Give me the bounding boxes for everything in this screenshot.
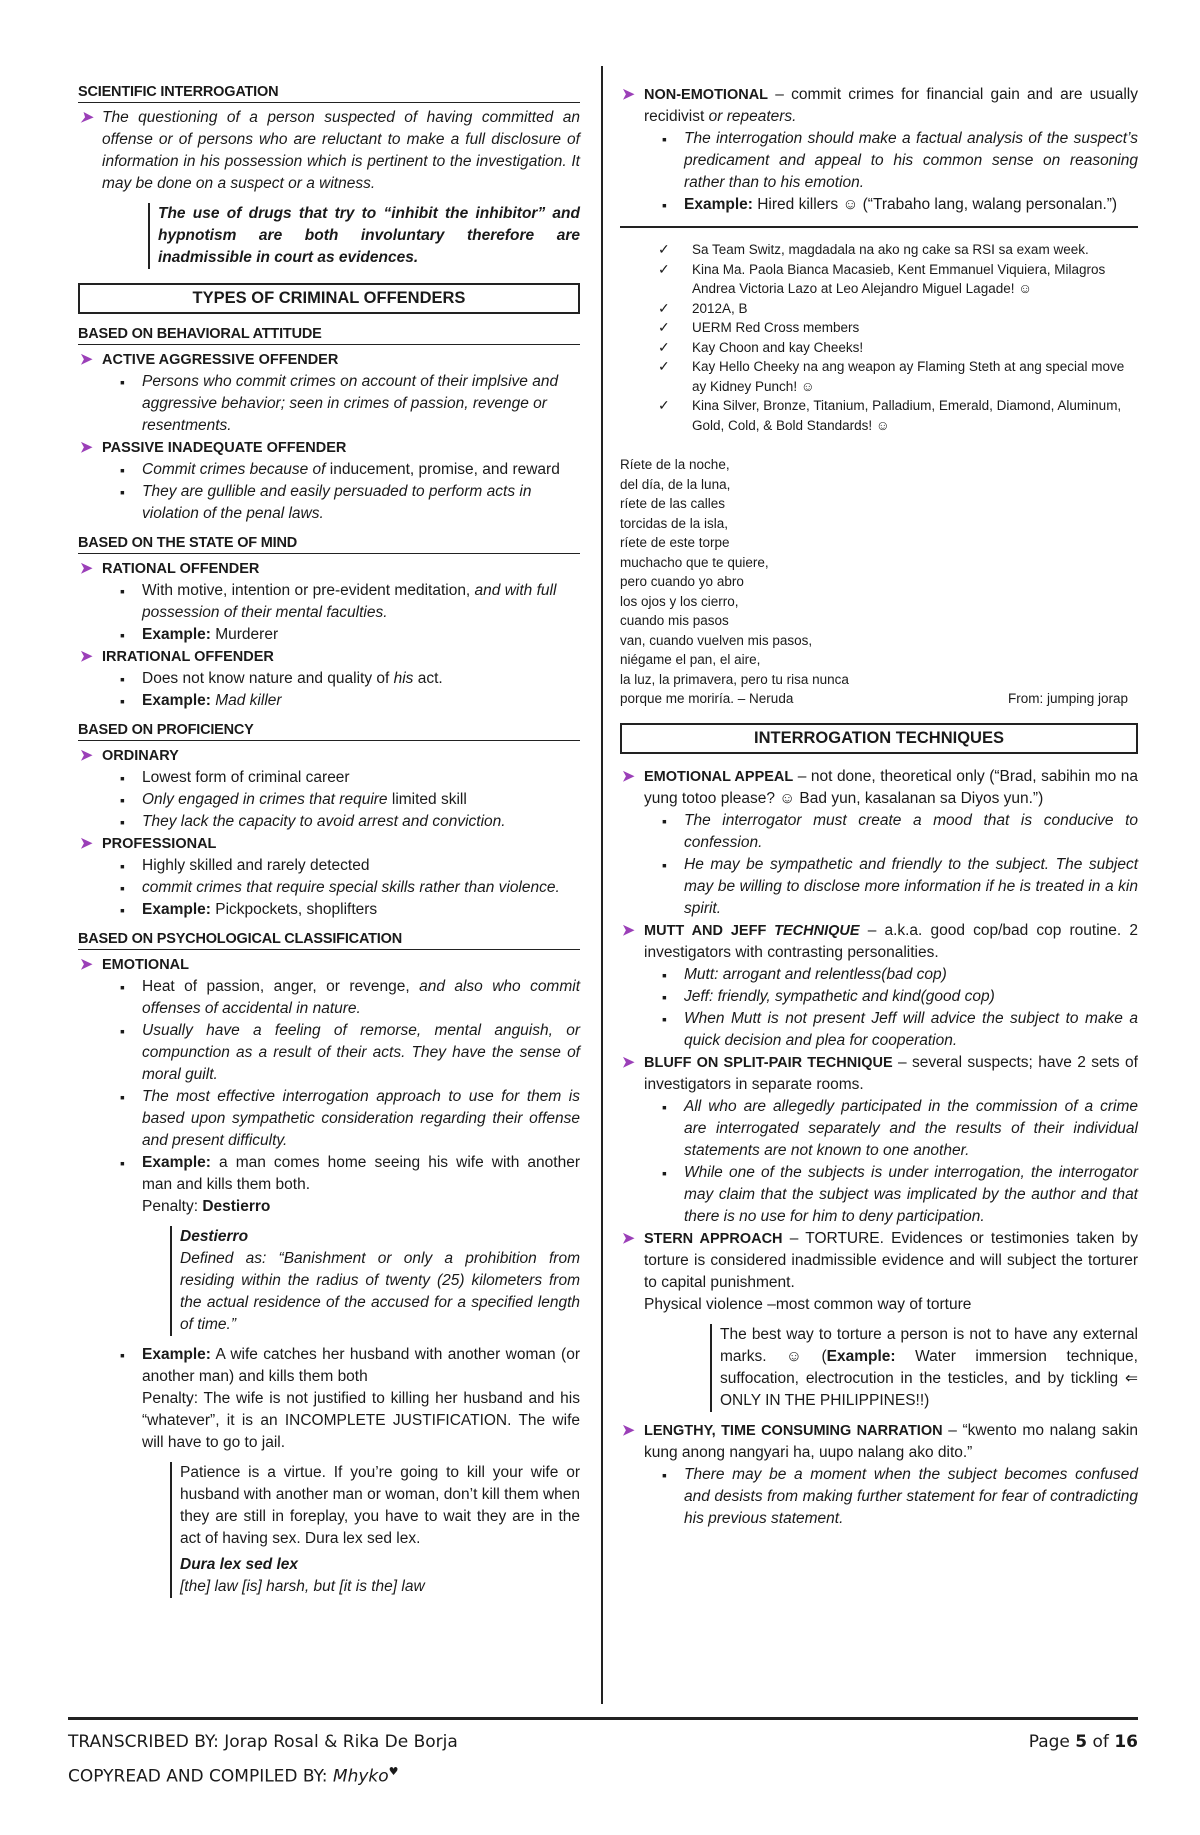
subheading-irrational: ➤ IRRATIONAL OFFENDER: [78, 646, 580, 668]
section-heading-proficiency: BASED ON PROFICIENCY: [78, 722, 580, 741]
list-item: ✓ Kay Choon and kay Cheeks!: [692, 338, 1138, 358]
poem-line: ríete de este torpe: [620, 535, 730, 550]
arrow-bullet-icon: ➤: [80, 109, 93, 126]
list-item: ✓ Kay Hello Cheeky na ang weapon ay Flaming Steth at ang special move ay Kidney Punch! ☺: [692, 357, 1138, 396]
poem-line: del día, de la luna,: [620, 476, 731, 492]
section-heading-behavioral: BASED ON BEHAVIORAL ATTITUDE: [78, 326, 580, 345]
list-item: ▪ commit crimes that require special skills rather than violence.: [142, 877, 580, 899]
section-heading-state-of-mind: BASED ON THE STATE OF MIND: [78, 535, 580, 554]
list-item: ▪ Highly skilled and rarely detected: [142, 855, 580, 877]
list-item: ▪ Mutt: arrogant and relentless(bad cop): [684, 964, 1138, 986]
drugs-note: The use of drugs that try to “inhibit the inhibitor” and hypnotism are both involuntary therefore are inadmissible in court as evidences.: [148, 203, 580, 269]
list-item: ▪ With motive, intention or pre-evident meditation, and with full possession of their mental faculties.: [142, 580, 580, 624]
mutt-and-jeff-entry: ➤ MUTT AND JEFF TECHNIQUE – a.k.a. good cop/bad cop routine. 2 investigators with contrasting personalities.: [622, 921, 1138, 961]
subheading-rational: ➤ RATIONAL OFFENDER: [78, 558, 580, 580]
list-item: ✓ UERM Red Cross members: [692, 318, 1138, 338]
list-item: ▪ Lowest form of criminal career: [142, 767, 580, 789]
subheading-ordinary: ➤ ORDINARY: [78, 745, 580, 767]
right-column: [620, 84, 1138, 1530]
stern-approach-entry: ➤ STERN APPROACH – TORTURE. Evidences or testimonies taken by torture is considered inadmissible evidence and will subject the torturer to capital punishment. Physical violence –most common way of torture: [622, 1229, 1138, 1313]
subheading-active-aggressive: ➤ ACTIVE AGGRESSIVE OFFENDER: [78, 349, 580, 371]
box-heading-interrogation-techniques: INTERROGATION TECHNIQUES: [620, 723, 1138, 754]
bluff-split-pair-entry: ➤ BLUFF ON SPLIT-PAIR TECHNIQUE – several suspects; have 2 sets of investigators in separate rooms.: [622, 1053, 1138, 1093]
heart-icon: ♥: [388, 1765, 399, 1778]
page-footer: [68, 1717, 1138, 1792]
page-number: Page 5 of 16: [1028, 1732, 1138, 1752]
section-rule: [620, 226, 1138, 228]
arrow-bullet-icon: ➤: [622, 86, 635, 103]
section-heading-psychological: BASED ON PSYCHOLOGICAL CLASSIFICATION: [78, 931, 580, 950]
neruda-poem: [620, 455, 1138, 709]
poem-line: ríete de las calles: [620, 496, 726, 511]
poem-last-line: porque me moriría. – Neruda From: jumping jorap: [620, 689, 1138, 709]
list-item: ✓ 2012A, B: [692, 299, 1138, 319]
poem-line: los ojos y los cierro,: [620, 593, 739, 609]
list-item: ▪ Usually have a feeling of remorse, mental anguish, or compunction as a result of their acts. They have the sense of moral guilt.: [142, 1020, 580, 1086]
box-heading-types-of-criminal-offenders: TYPES OF CRIMINAL OFFENDERS: [78, 283, 580, 314]
list-item: ▪ Jeff: friendly, sympathetic and kind(good cop): [684, 986, 1138, 1008]
list-item: ▪ Example: Pickpockets, shoplifters: [142, 899, 580, 921]
list-item: ▪ All who are allegedly participated in the commission of a crime are interrogated separately and the results of their individual statements are not known to one another.: [684, 1096, 1138, 1162]
poem-line: torcidas de la isla,: [620, 515, 729, 531]
list-item: ▪ Heat of passion, anger, or revenge, and also who commit offenses of accidental in nature.: [142, 976, 580, 1020]
torture-note: The best way to torture a person is not to have any external marks. ☺ (Example: Water immersion technique, suffocation, electrocution in the testicles, and by tickling ⇐ ONLY IN THE PHILIPPINES!!): [710, 1324, 1138, 1412]
transcribed-by: TRANSCRIBED BY: Jorap Rosal & Rika De Borja: [68, 1732, 458, 1752]
lengthy-narration-entry: ➤ LENGTHY, TIME CONSUMING NARRATION – “kwento mo nalang sakin kung anong nangyari ha, uupo nalang ako dito.”: [622, 1421, 1138, 1461]
arrow-bullet-icon: ➤: [80, 560, 93, 577]
list-item: ▪ Only engaged in crimes that require limited skill: [142, 789, 580, 811]
non-emotional-entry: ➤ NON-EMOTIONAL – commit crimes for financial gain and are usually recidivist or repeaters.: [622, 86, 1138, 125]
list-item: ▪ While one of the subjects is under interrogation, the interrogator may claim that the subject was implicated by the author and that there is no use for him to deny participation.: [684, 1162, 1138, 1228]
arrow-bullet-icon: ➤: [80, 648, 93, 665]
list-item: ▪ Example: A wife catches her husband with another woman (or another man) and kills them both Penalty: The wife is not justified to killing her husband and his “whatever”, it is an INCOMPLETE JUSTIFICATION. The wife will have to go to jail.: [142, 1344, 580, 1454]
poem-line: van, cuando vuelven mis pasos,: [620, 632, 813, 648]
poem-line: pero cuando yo abro: [620, 574, 744, 589]
list-item: ▪ Example: a man comes home seeing his wife with another man and kills them both. Penalty: Destierro: [142, 1152, 580, 1218]
list-item: ▪ He may be sympathetic and friendly to the subject. The subject may be willing to disclose more information if he is treated in a kin spirit.: [684, 854, 1138, 920]
poem-line: la luz, la primavera, pero tu risa nunca: [620, 671, 849, 687]
arrow-bullet-icon: ➤: [80, 747, 93, 764]
list-item: ▪ Persons who commit crimes on account of their implsive and aggressive behavior; seen in crimes of passion, revenge or resentments.: [142, 371, 580, 437]
arrow-bullet-icon: ➤: [622, 1229, 635, 1247]
list-item: ▪ They are gullible and easily persuaded to perform acts in violation of the penal laws.: [142, 481, 580, 525]
arrow-bullet-icon: ➤: [622, 767, 635, 785]
list-item: ✓ Kina Ma. Paola Bianca Macasieb, Kent Emmanuel Viquiera, Milagros Andrea Victoria Lazo at Leo Alejandro Miguel Lagade! ☺: [692, 260, 1138, 299]
arrow-bullet-icon: ➤: [80, 439, 93, 456]
poem-line: cuando mis pasos: [620, 613, 729, 628]
arrow-bullet-icon: ➤: [622, 921, 635, 939]
poem-line: niégame el pan, el aire,: [620, 652, 761, 667]
poem-credit: From: jumping jorap: [1007, 691, 1128, 706]
left-column: [78, 84, 580, 1606]
poem-line: muchacho que te quiere,: [620, 554, 769, 570]
copyread-by: COPYREAD AND COMPILED BY: Mhyko♥: [68, 1765, 399, 1787]
list-item: ▪ The interrogator must create a mood that is conducive to confession.: [684, 810, 1138, 854]
list-item: ✓ Kina Silver, Bronze, Titanium, Palladium, Emerald, Diamond, Aluminum, Gold, Cold, & Bold Standards! ☺: [692, 396, 1138, 435]
patience-note: Patience is a virtue. If you’re going to kill your wife or husband with another man or woman, don’t kill them when they are still in foreplay, you have to wait they are in the act of having sex. Dura lex sed lex. Dura lex sed lex [the] law [is] harsh, but [it is the] law: [170, 1462, 580, 1598]
scientific-interrogation-definition: ➤ The questioning of a person suspected of having committed an offense or of persons who are reluctant to make a full disclosure of information in his possession which is pertinent to the investigation. It may be done on a suspect or a witness.: [80, 109, 580, 192]
list-item: ▪ Commit crimes because of inducement, promise, and reward: [142, 459, 580, 481]
section-heading-scientific-interrogation: SCIENTIFIC INTERROGATION: [78, 84, 580, 103]
acknowledgement-checklist: [620, 240, 1138, 435]
list-item: ▪ They lack the capacity to avoid arrest and conviction.: [142, 811, 580, 833]
arrow-bullet-icon: ➤: [622, 1053, 635, 1071]
list-item: ▪ When Mutt is not present Jeff will advice the subject to make a quick decision and plea for cooperation.: [684, 1008, 1138, 1052]
emotional-appeal-entry: ➤ EMOTIONAL APPEAL – not done, theoretical only (“Brad, sabihin mo na yung totoo please? ☺ Bad yun, kasalanan sa Diyos yun.”): [622, 767, 1138, 807]
destierro-note: Destierro Defined as: “Banishment or only a prohibition from residing within the radius of twenty (25) kilometers from the actual residence of the accused for a specified length of time.”: [170, 1226, 580, 1336]
poem-line: Ríete de la noche,: [620, 457, 730, 472]
list-item: ▪ Example: Mad killer: [142, 690, 580, 712]
list-item: ▪ Does not know nature and quality of his act.: [142, 668, 580, 690]
list-item: ✓ Sa Team Switz, magdadala na ako ng cake sa RSI sa exam week.: [692, 240, 1138, 260]
arrow-bullet-icon: ➤: [80, 956, 93, 973]
subheading-passive-inadequate: ➤ PASSIVE INADEQUATE OFFENDER: [78, 437, 580, 459]
list-item: ▪ The interrogation should make a factual analysis of the suspect’s predicament and appeal to his common sense on reasoning rather than to his emotion.: [684, 128, 1138, 194]
arrow-bullet-icon: ➤: [80, 835, 93, 852]
list-item: ▪ There may be a moment when the subject becomes confused and desists from making further statement for fear of contradicting his previous statement.: [684, 1464, 1138, 1530]
list-item: ▪ The most effective interrogation approach to use for them is based upon sympathetic consideration regarding their offense and present difficulty.: [142, 1086, 580, 1152]
arrow-bullet-icon: ➤: [622, 1421, 635, 1439]
subheading-emotional: ➤ EMOTIONAL: [78, 954, 580, 976]
subheading-professional: ➤ PROFESSIONAL: [78, 833, 580, 855]
list-item: ▪ Example: Murderer: [142, 624, 580, 646]
list-item: ▪ Example: Hired killers ☺ (“Trabaho lang, walang personalan.”): [684, 194, 1138, 216]
column-divider: [601, 66, 603, 1704]
arrow-bullet-icon: ➤: [80, 351, 93, 368]
